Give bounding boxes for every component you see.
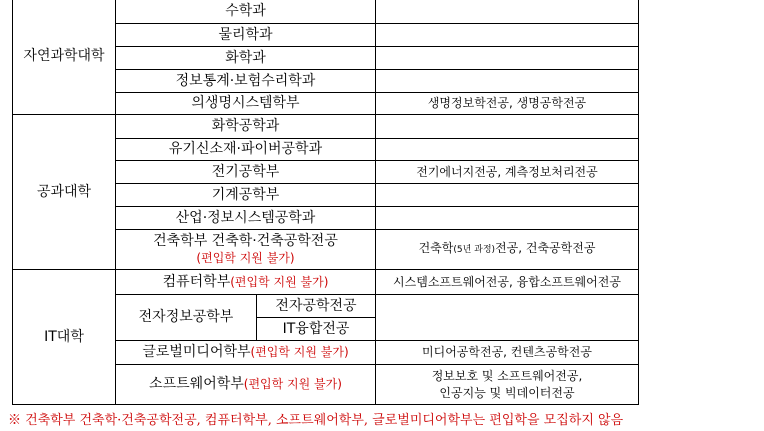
spec-cell [376, 207, 639, 230]
dept-name: 건축학부 건축학·건축공학전공 [153, 232, 338, 249]
major-cell: 전자공학전공 [257, 295, 376, 318]
restriction-note: (편입학 지원 불가) [230, 274, 329, 289]
dept-cell-computer [116, 270, 376, 295]
spec-cell [376, 115, 639, 139]
spec-cell [376, 184, 639, 207]
dept-cell: 산업·정보시스템공학과 [116, 207, 376, 230]
spec-text: 건축학 [418, 241, 454, 255]
dept-cell: 물리학과 [116, 24, 376, 47]
dept-cell-architecture [116, 230, 376, 270]
spec-cell [376, 365, 639, 405]
spec-cell [376, 24, 639, 47]
dept-cell: 화학공학과 [116, 115, 376, 139]
restriction-note: (편입학 지원 불가) [196, 250, 295, 265]
dept-cell-software [116, 365, 376, 405]
spec-text: 전공, 건축공학전공 [495, 241, 596, 255]
dept-cell: 의생명시스템학부 [116, 93, 376, 115]
table-row [13, 115, 639, 139]
dept-cell: 정보통계·보험수리학과 [116, 70, 376, 93]
college-it: IT대학 [13, 270, 116, 405]
dept-cell-electronics: 전자정보공학부 [116, 295, 257, 341]
spec-cell [376, 139, 639, 161]
table-row [13, 0, 639, 24]
footnote: ※ 건축학부 건축학·건축공학전공, 컴퓨터학부, 소프트웨어학부, 글로벌미디어학부는 편입학을 모집하지 않음 [8, 413, 624, 428]
dept-name: 글로벌미디어학부 [142, 344, 251, 360]
spec-cell: 전기에너지전공, 계측정보처리전공 [376, 161, 639, 184]
dept-name: 컴퓨터학부 [162, 273, 231, 290]
restriction-note: (편입학 지원 불가) [243, 377, 342, 391]
spec-line: 인공지능 및 빅데이터전공 [439, 385, 575, 400]
spec-line: 정보보호 및 소프트웨어전공, [431, 368, 583, 383]
dept-cell: 전기공학부 [116, 161, 376, 184]
spec-cell: 생명정보학전공, 생명공학전공 [376, 93, 639, 115]
dept-cell-global-media [116, 341, 376, 365]
college-natural-science: 자연과학대학 [13, 0, 116, 115]
spec-cell: 미디어공학전공, 컨텐츠공학전공 [376, 341, 639, 365]
spec-cell [376, 0, 639, 24]
dept-cell: 수학과 [116, 0, 376, 24]
spec-cell [376, 230, 639, 270]
dept-name: 소프트웨어학부 [149, 376, 244, 392]
major-cell: IT융합전공 [257, 318, 376, 341]
spec-small-text: (5년 과정) [453, 245, 496, 255]
spec-cell [376, 47, 639, 70]
restriction-note: (편입학 지원 불가) [250, 345, 349, 359]
spec-cell [376, 70, 639, 93]
spec-cell [376, 295, 639, 341]
table-row [13, 270, 639, 295]
spec-cell: 시스템소프트웨어전공, 융합소프트웨어전공 [376, 270, 639, 295]
dept-cell: 화학과 [116, 47, 376, 70]
dept-cell: 유기신소재·파이버공학과 [116, 139, 376, 161]
dept-cell: 기계공학부 [116, 184, 376, 207]
college-engineering: 공과대학 [13, 115, 116, 270]
department-table [12, 0, 639, 405]
